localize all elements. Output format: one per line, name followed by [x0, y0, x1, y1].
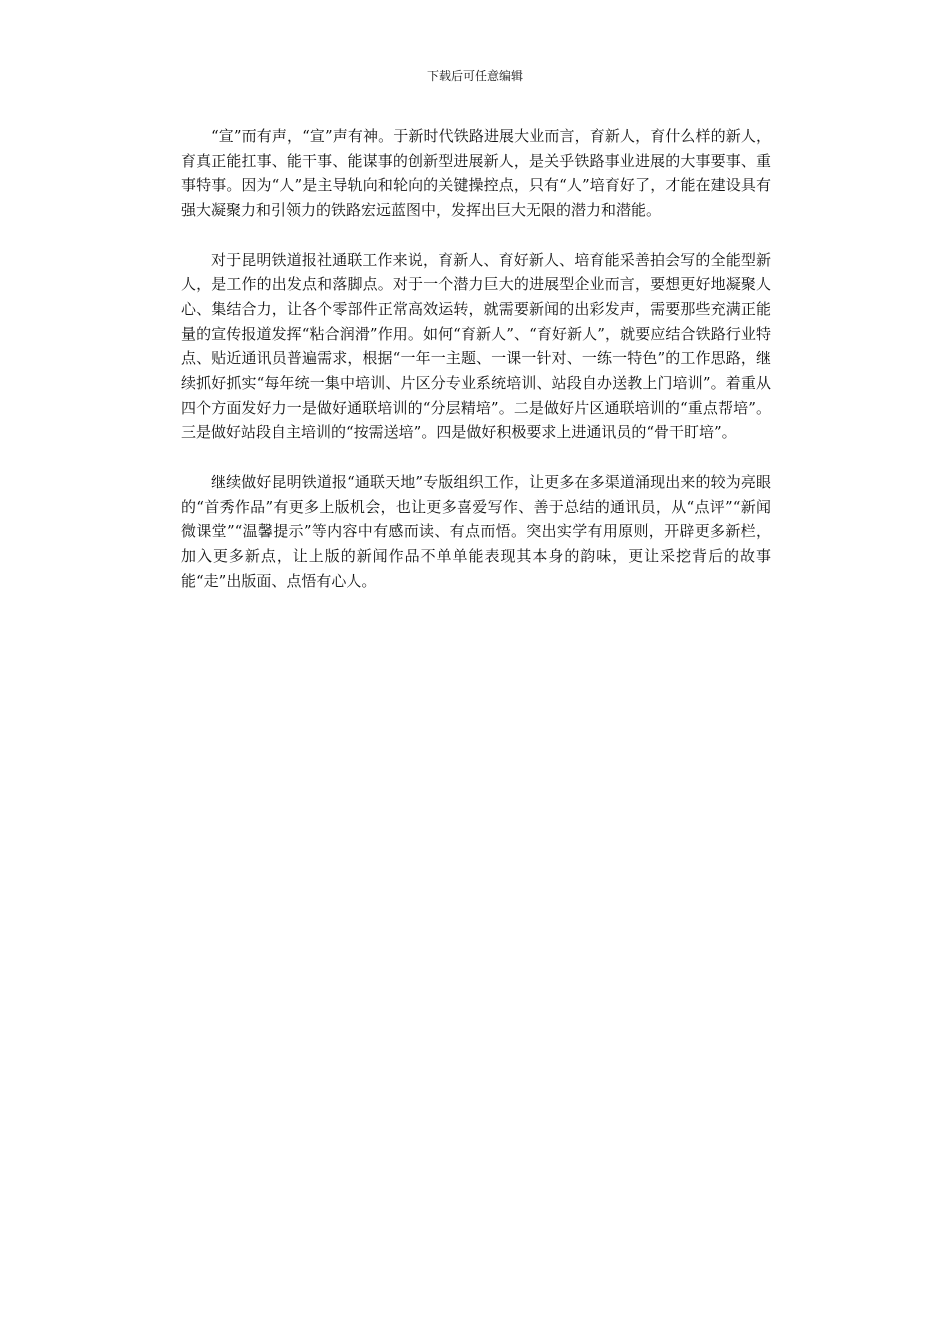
document-body	[181, 124, 771, 618]
page-header: 下载后可任意编辑	[426, 69, 523, 83]
paragraph-3: 继续做好昆明铁道报“通联天地”专版组织工作，让更多在多渠道涌现出来的较为亮眼的“首秀作品”有更多上版机会，也让更多喜爱写作、善于总结的通讯员，从“点评”“新闻微课堂”“温馨提示”等内容中有感而读、有点而悟。突出实学有用原则，开辟更多新栏，加入更多新点，让上版的新闻作品不单单能表现其本身的韵味，更让采挖背后的故事能“走”出版面、点悟有心人。	[181, 472, 771, 590]
paragraph-1: “宣”而有声，“宣”声有神。于新时代铁路进展大业而言，育新人，育什么样的新人，育真正能扛事、能干事、能谋事的创新型进展新人，是关乎铁路事业进展的大事要事、重事特事。因为“人”是主导轨向和轮向的关键操控点，只有“人”培育好了，才能在建设具有强大凝聚力和引领力的铁路宏远蓝图中，发挥出巨大无限的潜力和潜能。	[181, 127, 771, 220]
paragraph-2: 对于昆明铁道报社通联工作来说，育新人、育好新人、培育能采善拍会写的全能型新人，是工作的出发点和落脚点。对于一个潜力巨大的进展型企业而言，要想更好地凝聚人心、集结合力，让各个零部件正常高效运转，就需要新闻的出彩发声，需要那些充满正能量的宣传报道发挥“粘合润滑”作用。如何“育新人”、“育好新人”，就要应结合铁路行业特点、贴近通讯员普遍需求，根据“一年一主题、一课一针对、一练一特色”的工作思路，继续抓好抓实“每年统一集中培训、片区分专业系统培训、站段自办送教上门培训”。着重从四个方面发好力一是做好通联培训的“分层精培”。二是做好片区通联培训的“重点帮培”。三是做好站段自主培训的“按需送培”。四是做好积极要求上进通讯员的“骨干盯培”。	[181, 250, 771, 442]
